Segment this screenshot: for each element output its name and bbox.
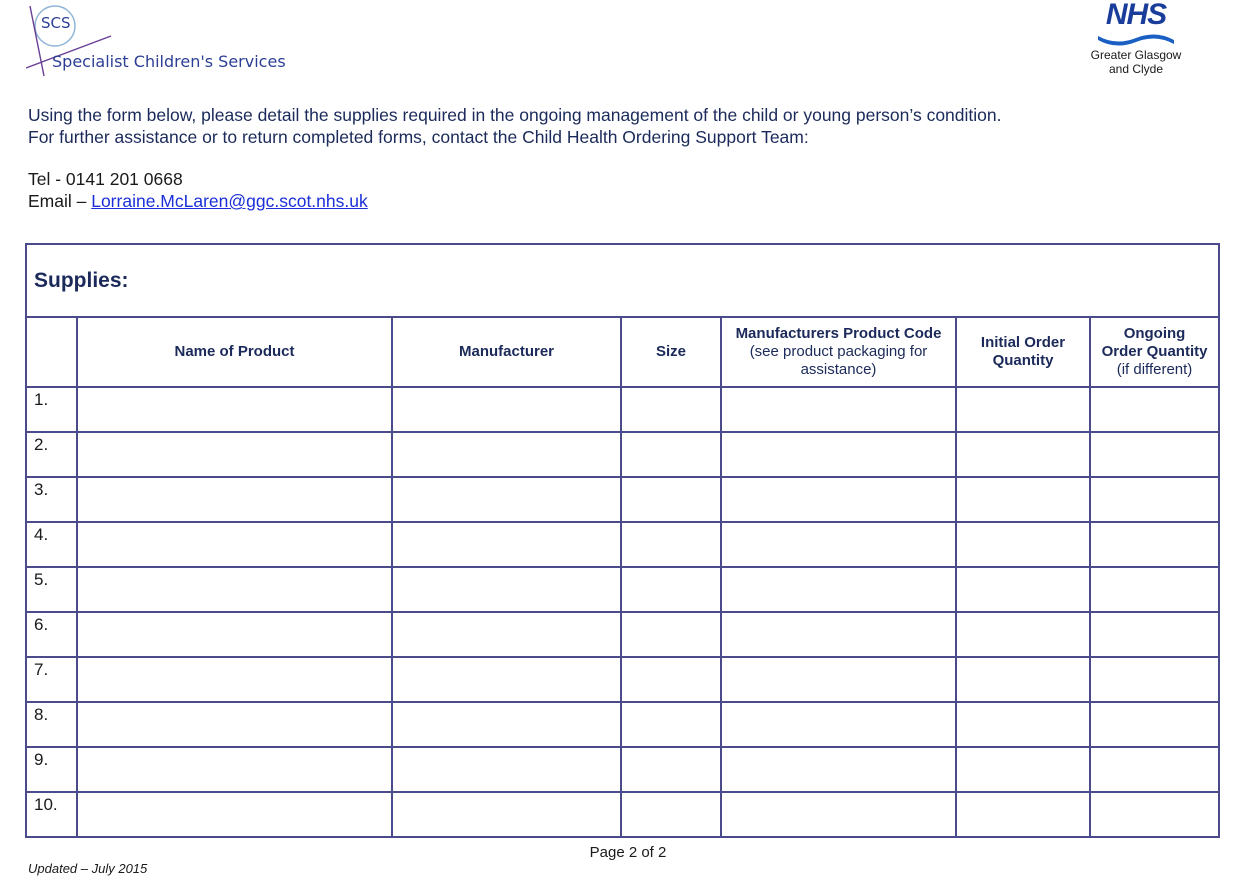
initial-quantity-cell[interactable] (956, 612, 1090, 657)
row-number: 3. (26, 477, 77, 522)
manufacturer-cell[interactable] (392, 747, 621, 792)
row-number: 1. (26, 387, 77, 432)
product-name-cell[interactable] (77, 522, 392, 567)
manufacturer-cell[interactable] (392, 477, 621, 522)
table-row (26, 702, 1219, 747)
size-cell[interactable] (621, 432, 721, 477)
initial-quantity-cell[interactable] (956, 702, 1090, 747)
size-cell[interactable] (621, 387, 721, 432)
table-row (26, 432, 1219, 477)
header-product-code (721, 317, 956, 387)
nhs-logo (1076, 0, 1196, 80)
table-header-row (26, 317, 1219, 387)
row-number: 7. (26, 657, 77, 702)
initial-quantity-cell[interactable] (956, 387, 1090, 432)
header-ongoing-line1: Ongoing (1123, 325, 1186, 342)
contact-email-link[interactable]: Lorraine.McLaren@ggc.scot.nhs.uk (91, 191, 368, 211)
size-cell[interactable] (621, 477, 721, 522)
product-code-cell[interactable] (721, 432, 956, 477)
scs-name: Specialist Children's Services (52, 52, 286, 71)
size-cell[interactable] (621, 702, 721, 747)
header-manufacturer: Manufacturer (392, 317, 621, 387)
ongoing-quantity-cell[interactable] (1090, 657, 1219, 702)
ongoing-quantity-cell[interactable] (1090, 612, 1219, 657)
initial-quantity-cell[interactable] (956, 657, 1090, 702)
ongoing-quantity-cell[interactable] (1090, 432, 1219, 477)
size-cell[interactable] (621, 657, 721, 702)
intro-line-2: For further assistance or to return completed forms, contact the Child Health Ordering Support Team: (28, 127, 809, 147)
header-number (26, 317, 77, 387)
supplies-title-cell (26, 244, 1219, 317)
initial-quantity-cell[interactable] (956, 432, 1090, 477)
header-initial-line2: Quantity (992, 352, 1054, 369)
supplies-table (25, 243, 1220, 838)
contact-email-label: Email – (28, 191, 92, 211)
row-number: 5. (26, 567, 77, 612)
row-number: 2. (26, 432, 77, 477)
initial-quantity-cell[interactable] (956, 747, 1090, 792)
ongoing-quantity-cell[interactable] (1090, 747, 1219, 792)
contact-details (28, 168, 368, 212)
table-row (26, 387, 1219, 432)
size-cell[interactable] (621, 792, 721, 837)
nhs-wave-icon (1096, 30, 1176, 48)
nhs-wordmark: NHS (1105, 0, 1167, 31)
product-code-cell[interactable] (721, 387, 956, 432)
product-code-cell[interactable] (721, 522, 956, 567)
initial-quantity-cell[interactable] (956, 792, 1090, 837)
scs-logo (26, 4, 286, 80)
nhs-board-name: Greater Glasgow (1090, 48, 1182, 62)
manufacturer-cell[interactable] (392, 387, 621, 432)
header-ongoing-note: (if different) (1116, 361, 1193, 378)
header-size: Size (621, 317, 721, 387)
header-product-name: Name of Product (77, 317, 392, 387)
product-code-cell[interactable] (721, 747, 956, 792)
header-product-code-title: Manufacturers Product Code (735, 325, 942, 342)
header-product-code-note: (see product packaging for assistance) (749, 343, 928, 378)
product-name-cell[interactable] (77, 612, 392, 657)
row-number: 6. (26, 612, 77, 657)
product-name-cell[interactable] (77, 657, 392, 702)
table-row (26, 612, 1219, 657)
supplies-title: Supplies: (34, 268, 129, 292)
table-row (26, 792, 1219, 837)
ongoing-quantity-cell[interactable] (1090, 702, 1219, 747)
size-cell[interactable] (621, 612, 721, 657)
product-name-cell[interactable] (77, 432, 392, 477)
row-number: 4. (26, 522, 77, 567)
scs-abbreviation: SCS (41, 14, 71, 32)
intro-line-1: Using the form below, please detail the supplies required in the ongoing management of the child or young person’s condition. (28, 105, 1002, 125)
manufacturer-cell[interactable] (392, 702, 621, 747)
product-code-cell[interactable] (721, 657, 956, 702)
header-ongoing-quantity (1090, 317, 1219, 387)
table-row (26, 657, 1219, 702)
ongoing-quantity-cell[interactable] (1090, 477, 1219, 522)
table-row (26, 522, 1219, 567)
size-cell[interactable] (621, 747, 721, 792)
product-code-cell[interactable] (721, 567, 956, 612)
nhs-board-region: and Clyde (1108, 62, 1164, 76)
product-name-cell[interactable] (77, 477, 392, 522)
updated-date: Updated – July 2015 (28, 861, 148, 876)
row-number: 10. (26, 792, 77, 837)
product-code-cell[interactable] (721, 477, 956, 522)
size-cell[interactable] (621, 522, 721, 567)
initial-quantity-cell[interactable] (956, 522, 1090, 567)
ongoing-quantity-cell[interactable] (1090, 522, 1219, 567)
product-name-cell[interactable] (77, 702, 392, 747)
product-code-cell[interactable] (721, 702, 956, 747)
manufacturer-cell[interactable] (392, 432, 621, 477)
product-name-cell[interactable] (77, 747, 392, 792)
page-number: Page 2 of 2 (589, 844, 667, 861)
manufacturer-cell[interactable] (392, 612, 621, 657)
manufacturer-cell[interactable] (392, 567, 621, 612)
row-number: 9. (26, 747, 77, 792)
product-name-cell[interactable] (77, 387, 392, 432)
initial-quantity-cell[interactable] (956, 477, 1090, 522)
manufacturer-cell[interactable] (392, 792, 621, 837)
header-ongoing-line2: Order Quantity (1101, 343, 1208, 360)
intro-text (28, 104, 1002, 148)
contact-tel: Tel - 0141 201 0668 (28, 169, 183, 189)
product-name-cell[interactable] (77, 792, 392, 837)
header-initial-line1: Initial Order (980, 334, 1066, 351)
table-body (26, 387, 1219, 837)
manufacturer-cell[interactable] (392, 522, 621, 567)
header-initial-quantity (956, 317, 1090, 387)
size-cell[interactable] (621, 567, 721, 612)
contact-email-line (28, 190, 368, 212)
table-row (26, 477, 1219, 522)
table-row (26, 747, 1219, 792)
product-name-cell[interactable] (77, 567, 392, 612)
table-row (26, 567, 1219, 612)
ongoing-quantity-cell[interactable] (1090, 567, 1219, 612)
initial-quantity-cell[interactable] (956, 567, 1090, 612)
product-code-cell[interactable] (721, 792, 956, 837)
ongoing-quantity-cell[interactable] (1090, 387, 1219, 432)
row-number: 8. (26, 702, 77, 747)
product-code-cell[interactable] (721, 612, 956, 657)
manufacturer-cell[interactable] (392, 657, 621, 702)
ongoing-quantity-cell[interactable] (1090, 792, 1219, 837)
